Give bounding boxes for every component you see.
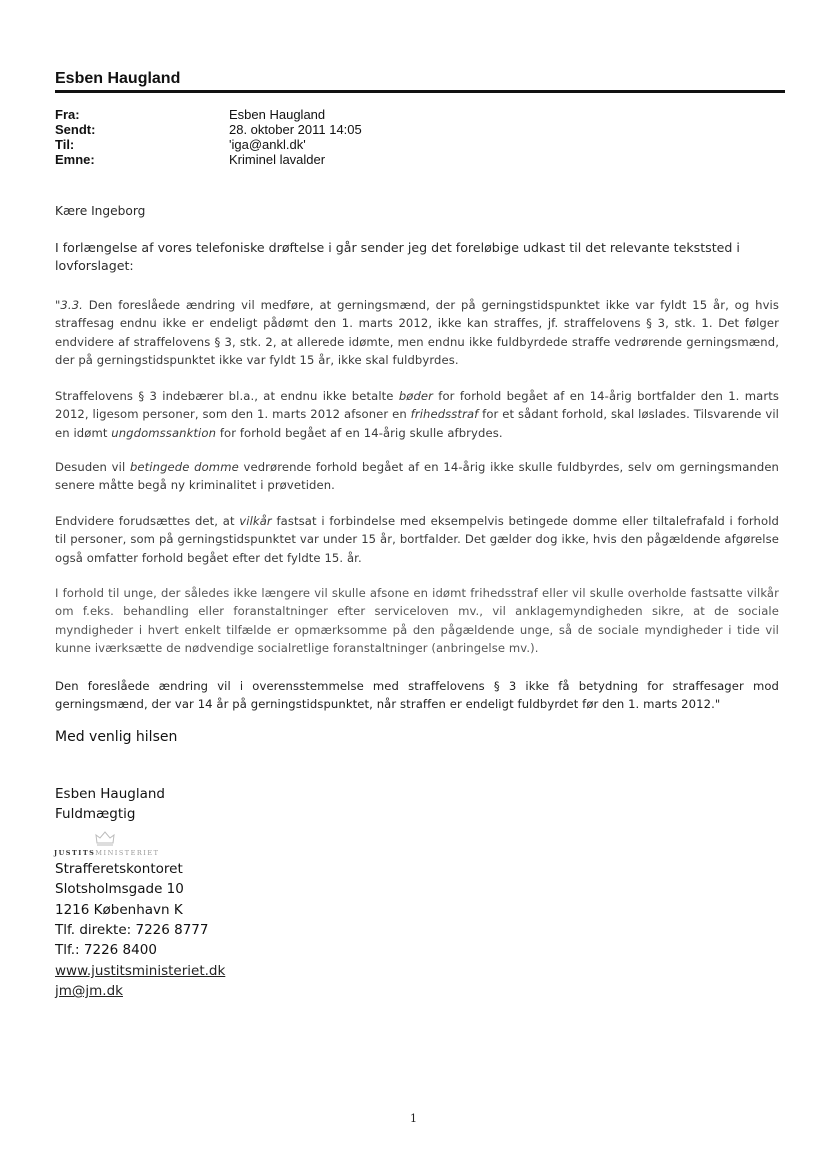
subject-label: Emne: xyxy=(55,152,95,167)
quote-paragraph-4 xyxy=(55,512,779,567)
quote-emphasis: vilkår xyxy=(239,514,272,528)
sent-value: 28. oktober 2011 14:05 xyxy=(229,122,362,137)
section-ref: "3.3. xyxy=(55,298,83,312)
sent-label: Sendt: xyxy=(55,122,96,137)
quote-emphasis: bøder xyxy=(398,389,434,403)
website-link[interactable]: www.justitsministeriet.dk xyxy=(55,963,226,979)
signature-role: Fuldmægtig xyxy=(55,806,136,822)
quote-paragraph-1 xyxy=(55,296,779,369)
from-value: Esben Haugland xyxy=(229,107,326,122)
quote-emphasis: ungdomssanktion xyxy=(111,425,217,440)
header-divider xyxy=(55,90,785,93)
subject-value: Kriminel lavalder xyxy=(229,152,326,167)
signature-phone: Tlf.: 7226 8400 xyxy=(55,942,157,958)
signature-phone-direct: Tlf. direkte: 7226 8777 xyxy=(55,922,209,938)
quote-paragraph-6: Den foreslåede ændring vil i overensstemmelse med straffelovens § 3 ikke få betydning for straffesager mod gerningsmænd, der var 14 år på gerningstidspunktet, når straffen er endeligt fuldbyrdet før den 1. marts 2012." xyxy=(55,679,779,712)
quote-text: for et sådant forhold, skal løslades. Tilsvarende vil en idømt xyxy=(55,407,779,440)
quote-text: for forhold begået af en 14-årig bortfalder den 1. marts 2012, ligesom personer, som den 1. marts 2012 afsoner en xyxy=(55,389,779,422)
to-value: 'iga@ankl.dk' xyxy=(229,137,306,152)
quote-text: Endvidere forudsættes det, at xyxy=(55,514,240,528)
signature-street: Slotsholmsgade 10 xyxy=(55,881,184,897)
signature-name: Esben Haugland xyxy=(55,786,165,802)
quote-text: Straffelovens § 3 indebærer bl.a., at endnu ikke betalte xyxy=(55,389,399,403)
ministry-logo-light: MINISTERIET xyxy=(95,849,160,857)
crown-icon xyxy=(94,829,116,847)
quote-text: vedrørende forhold begået af en 14-årig ikke skulle fuldbyrdes, selv om gerningsmanden senere måtte begå ny kriminalitet i prøvetiden. xyxy=(55,460,779,493)
greeting: Kære Ingeborg xyxy=(55,204,146,218)
quote-emphasis: betingede domme xyxy=(129,460,239,474)
quote-paragraph-5: I forhold til unge, der således ikke længere vil skulle afsone en idømt frihedsstraf eller vil skulle overholde fastsatte vilkår om f.eks. behandling eller foranstaltninger efter serviceloven mv., vil anklagemyndigheden sikre, at de sociale myndigheder i hvert enkelt tilfælde er opmærksomme på den pågældende unge, så de sociale myndigheder i tide vil kunne iværksætte de nødvendige socialretlige foranstaltninger (anbringelse mv.). xyxy=(55,586,779,655)
quote-paragraph-2 xyxy=(55,387,779,442)
quote-paragraph-3 xyxy=(55,458,779,495)
quote-text: Desuden vil xyxy=(55,460,130,474)
ministry-logo xyxy=(54,849,159,857)
to-label: Til: xyxy=(55,137,75,152)
ministry-logo-dark: JUSTITS xyxy=(54,849,96,857)
sender-title: Esben Haugland xyxy=(55,70,181,87)
closing: Med venlig hilsen xyxy=(55,729,178,745)
page-number: 1 xyxy=(410,1112,417,1125)
quote-text: fastsat i forbindelse med eksempelvis betingede domme eller tiltalefrafald i forhold til personer, som på gerningstidspunktet var under 15 år, bortfalder. Det gælder dog ikke, hvis den pågældende afgørelse også omfatter forhold begået efter det fyldte 15. år. xyxy=(55,514,779,565)
email-link[interactable]: jm@jm.dk xyxy=(55,983,123,999)
signature-office: Strafferetskontoret xyxy=(55,861,183,877)
quote-emphasis: frihedsstraf xyxy=(410,407,479,422)
quote-text: Den foreslåede ændring vil medføre, at gerningsmænd, der på gerningstidspunktet ikke var fyldt 15 år, og hvis straffesag endnu ikke er endeligt pådømt den 1. marts 2012, ikke kan straffes, jf. straffelovens § 3, stk. 1. Det følger endvidere af straffelovens § 3, stk. 2, at allerede idømte, men endnu ikke fuldbyrdede straffe vedrørende gerningsmænd, der på gerningstidspunktet ikke var fyldt 15 år, ikke skal fuldbyrdes. xyxy=(55,298,779,367)
quote-text: for forhold begået af en 14-årig skulle afbrydes. xyxy=(216,425,503,440)
from-label: Fra: xyxy=(55,107,80,122)
intro-paragraph: I forlængelse af vores telefoniske drøftelse i går sender jeg det foreløbige udkast til det relevante tekststed i lovforslaget: xyxy=(55,240,740,273)
signature-city: 1216 København K xyxy=(55,902,183,918)
